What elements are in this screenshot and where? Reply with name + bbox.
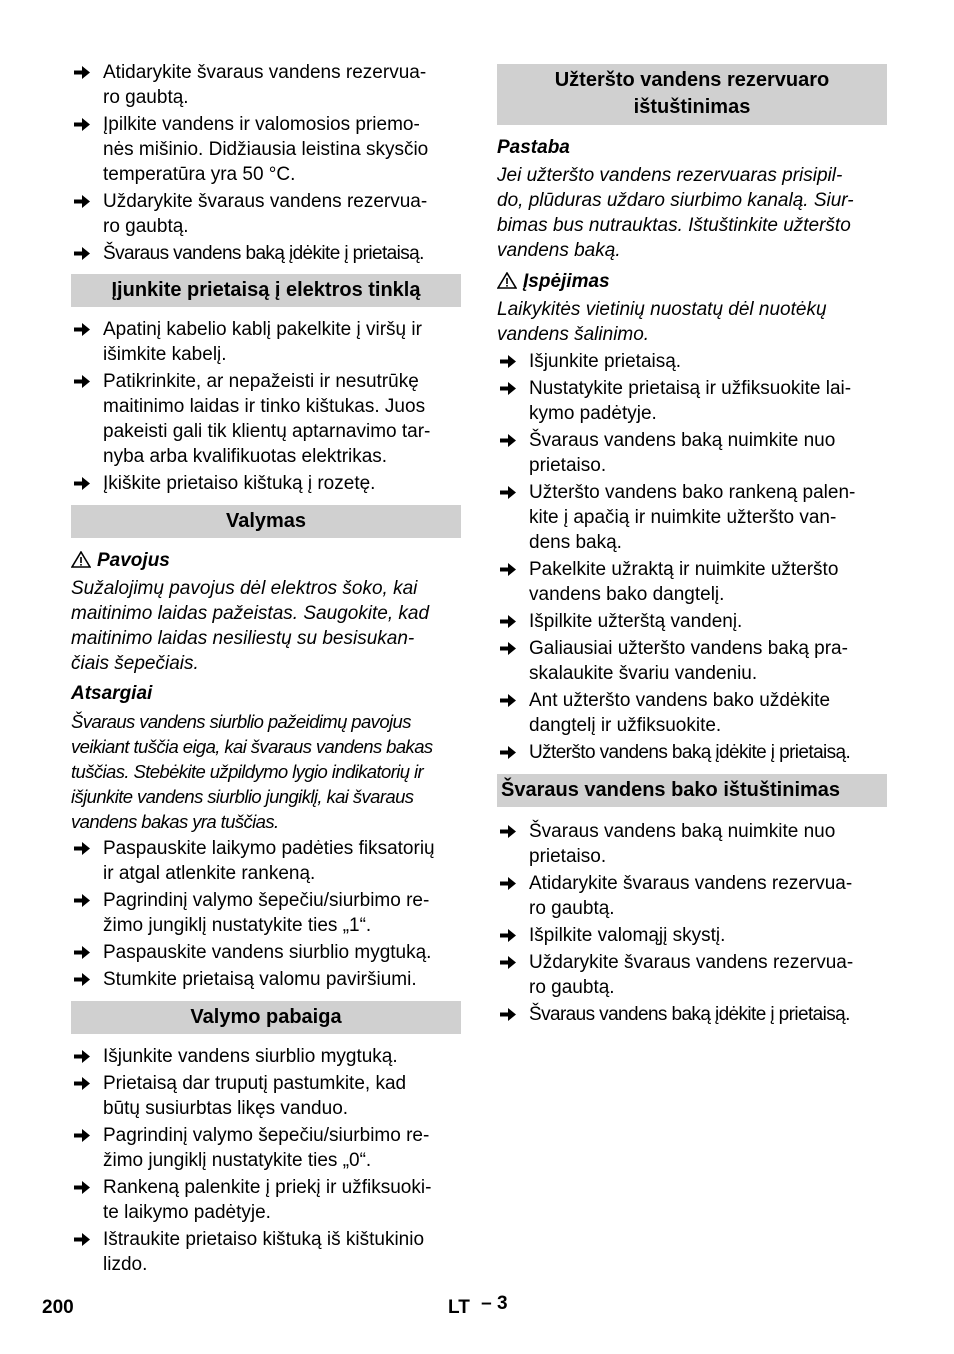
- list-item-text: Išjunkite prietaisą.: [529, 351, 682, 372]
- footer-label: [448, 1293, 508, 1319]
- left-column: [71, 58, 461, 1277]
- warning-text: Laikykitės vietinių nuostatų dėl nuotėkų vandens šalinimo.: [497, 299, 827, 345]
- cleaning-end-steps: [71, 1044, 461, 1277]
- section-heading-cleaning-end: Valymo pabaiga: [71, 1001, 461, 1034]
- page-number: 200: [42, 1297, 74, 1318]
- list-item-text: Ištraukite prietaiso kištuką iš kištukinio lizdo.: [103, 1229, 425, 1275]
- list-item-text: Uždarykite švaraus vandens rezervua- ro gaubtą.: [103, 191, 428, 237]
- arrow-right-icon: [73, 972, 91, 987]
- intro-steps: [71, 60, 461, 266]
- list-item-text: Uždarykite švaraus vandens rezervua- ro gaubtą.: [529, 952, 854, 998]
- arrow-right-icon: [73, 841, 91, 856]
- arrow-right-icon: [73, 117, 91, 132]
- list-item: [497, 1002, 887, 1027]
- right-column: [497, 64, 887, 1027]
- arrow-right-icon: [499, 928, 517, 943]
- list-item-text: Paspauskite laikymo padėties fiksatorių ir atgal atlenkite rankeną.: [103, 838, 435, 884]
- list-item-text: Švaraus vandens baką įdėkite į prietaisą.: [529, 1004, 850, 1025]
- list-item: [71, 241, 461, 266]
- list-item-text: Galiausiai užteršto vandens baką pra- skalaukite švariu vandeniu.: [529, 638, 848, 684]
- arrow-right-icon: [73, 246, 91, 261]
- list-item-text: Atidarykite švaraus vandens rezervua- ro gaubtą.: [103, 62, 427, 108]
- section-heading-clean-tank: Švaraus vandens bako ištuštinimas: [497, 774, 887, 807]
- list-item: [71, 317, 461, 367]
- arrow-right-icon: [73, 1232, 91, 1247]
- list-item-text: Išpilkite valomąjį skystį.: [529, 925, 726, 946]
- list-item-text: Švaraus vandens baką nuimkite nuo prietaiso.: [529, 430, 836, 476]
- caution-text: Švaraus vandens siurblio pažeidimų pavojus veikiant tuščia eiga, kai švaraus vandens bakas tuščias. Stebėkite užpildymo lygio indikatorių ir išjunkite vandens siurblio jungiklį, kai švaraus vandens bakas yra tuščias.: [71, 711, 433, 832]
- list-item: [71, 1071, 461, 1121]
- section-heading-cleaning: Valymas: [71, 505, 461, 538]
- footer-section: – 3: [481, 1293, 508, 1314]
- section-heading-connect: Įjunkite prietaisą į elektros tinklą: [71, 274, 461, 307]
- note-text: Jei užteršto vandens rezervuaras prisipil- do, plūduras uždaro siurbimo kanalą. Siur- bimas bus nutrauktas. Ištuštinkite užteršto vandens baką.: [497, 165, 854, 261]
- arrow-right-icon: [73, 1180, 91, 1195]
- list-item-text: Paspauskite vandens siurblio mygtuką.: [103, 942, 432, 963]
- danger-text: Sužalojimų pavojus dėl elektros šoko, kai maitinimo laidas pažeistas. Saugokite, kad maitinimo laidas nesiliestų su besisukan- čiais šepečiais.: [71, 578, 430, 674]
- section-heading-dirty-tank: Užteršto vandens rezervuaro ištuštinimas: [497, 64, 887, 125]
- list-item-text: Pakelkite užraktą ir nuimkite užteršto vandens bako dangtelį.: [529, 559, 839, 605]
- arrow-right-icon: [73, 1076, 91, 1091]
- connect-steps: [71, 317, 461, 496]
- list-item-text: Užteršto vandens baką įdėkite į prietaisą.: [529, 742, 851, 763]
- arrow-right-icon: [499, 745, 517, 760]
- list-item: [71, 1227, 461, 1277]
- list-item: [497, 609, 887, 634]
- list-item-text: Pagrindinį valymo šepečiu/siurbimo re- žimo jungiklį nustatykite ties „1“.: [103, 890, 430, 936]
- arrow-right-icon: [499, 485, 517, 500]
- arrow-right-icon: [73, 476, 91, 491]
- list-item: [71, 1123, 461, 1173]
- arrow-right-icon: [499, 614, 517, 629]
- list-item: [497, 688, 887, 738]
- list-item-text: Pagrindinį valymo šepečiu/siurbimo re- žimo jungiklį nustatykite ties „0“.: [103, 1125, 430, 1171]
- arrow-right-icon: [499, 1007, 517, 1022]
- list-item-text: Atidarykite švaraus vandens rezervua- ro gaubtą.: [529, 873, 853, 919]
- list-item: [71, 967, 461, 992]
- list-item-text: Prietaisą dar truputį pastumkite, kad būtų susiurbtas likęs vanduo.: [103, 1073, 407, 1119]
- list-item: [497, 950, 887, 1000]
- list-item-text: Įkiškite prietaiso kištuką į rozetę.: [103, 473, 376, 494]
- list-item-text: Nustatykite prietaisą ir užfiksuokite lai- kymo padėtyje.: [529, 378, 852, 424]
- list-item: [71, 369, 461, 469]
- list-item-text: Apatinį kabelio kablį pakelkite į viršų ir išimkite kabelį.: [103, 319, 422, 365]
- list-item-text: Įpilkite vandens ir valomosios priemo- nės mišinio. Didžiausia leistina skysčio temperatūra yra 50 °C.: [103, 114, 429, 185]
- list-item-text: Ant užteršto vandens bako uždėkite dangtelį ir užfiksuokite.: [529, 690, 831, 736]
- arrow-right-icon: [73, 893, 91, 908]
- arrow-right-icon: [499, 876, 517, 891]
- arrow-right-icon: [73, 65, 91, 80]
- caution-label: Atsargiai: [71, 683, 153, 704]
- warning-triangle-icon: [497, 272, 517, 289]
- arrow-right-icon: [73, 322, 91, 337]
- list-item-text: Švaraus vandens baką įdėkite į prietaisą.: [103, 243, 424, 264]
- list-item: [71, 1175, 461, 1225]
- warning-label: Įspėjimas: [497, 269, 887, 294]
- list-item-text: Švaraus vandens baką nuimkite nuo prietaiso.: [529, 821, 836, 867]
- list-item: [71, 60, 461, 110]
- arrow-right-icon: [73, 1128, 91, 1143]
- arrow-right-icon: [73, 1049, 91, 1064]
- list-item: [497, 376, 887, 426]
- warning-triangle-icon: [71, 551, 91, 568]
- list-item-text: Patikrinkite, ar nepažeisti ir nesutrūkę maitinimo laidas ir tinko kištukas. Juos pakeisti gali tik klientų aptarnavimo tar- nyba arba kvalifikuotas elektrikas.: [103, 371, 431, 467]
- list-item: [497, 349, 887, 374]
- cleaning-steps: [71, 836, 461, 992]
- danger-label: Pavojus: [71, 548, 461, 573]
- arrow-right-icon: [499, 354, 517, 369]
- arrow-right-icon: [499, 955, 517, 970]
- list-item: [497, 819, 887, 869]
- arrow-right-icon: [499, 433, 517, 448]
- list-item: [497, 923, 887, 948]
- list-item: [71, 1044, 461, 1069]
- list-item-text: Užteršto vandens bako rankeną palen- kite į apačią ir nuimkite užteršto van- dens baką.: [529, 482, 856, 553]
- list-item-text: Rankeną palenkite į priekį ir užfiksuoki- te laikymo padėtyje.: [103, 1177, 432, 1223]
- list-item: [497, 480, 887, 555]
- list-item-text: Išjunkite vandens siurblio mygtuką.: [103, 1046, 398, 1067]
- footer-language: LT: [448, 1297, 470, 1318]
- arrow-right-icon: [499, 562, 517, 577]
- arrow-right-icon: [73, 374, 91, 389]
- list-item: [497, 740, 887, 765]
- list-item-text: Stumkite prietaisą valomu paviršiumi.: [103, 969, 417, 990]
- arrow-right-icon: [499, 381, 517, 396]
- list-item: [497, 557, 887, 607]
- list-item: [71, 112, 461, 187]
- note-label: Pastaba: [497, 137, 570, 158]
- list-item: [71, 888, 461, 938]
- arrow-right-icon: [499, 693, 517, 708]
- list-item: [497, 871, 887, 921]
- list-item: [71, 836, 461, 886]
- arrow-right-icon: [499, 641, 517, 656]
- clean-tank-steps: [497, 819, 887, 1027]
- dirty-tank-steps: [497, 349, 887, 765]
- list-item: [71, 471, 461, 496]
- arrow-right-icon: [499, 824, 517, 839]
- list-item: [497, 428, 887, 478]
- list-item-text: Išpilkite užterštą vandenį.: [529, 611, 743, 632]
- list-item: [71, 189, 461, 239]
- list-item: [71, 940, 461, 965]
- arrow-right-icon: [73, 194, 91, 209]
- arrow-right-icon: [73, 945, 91, 960]
- list-item: [497, 636, 887, 686]
